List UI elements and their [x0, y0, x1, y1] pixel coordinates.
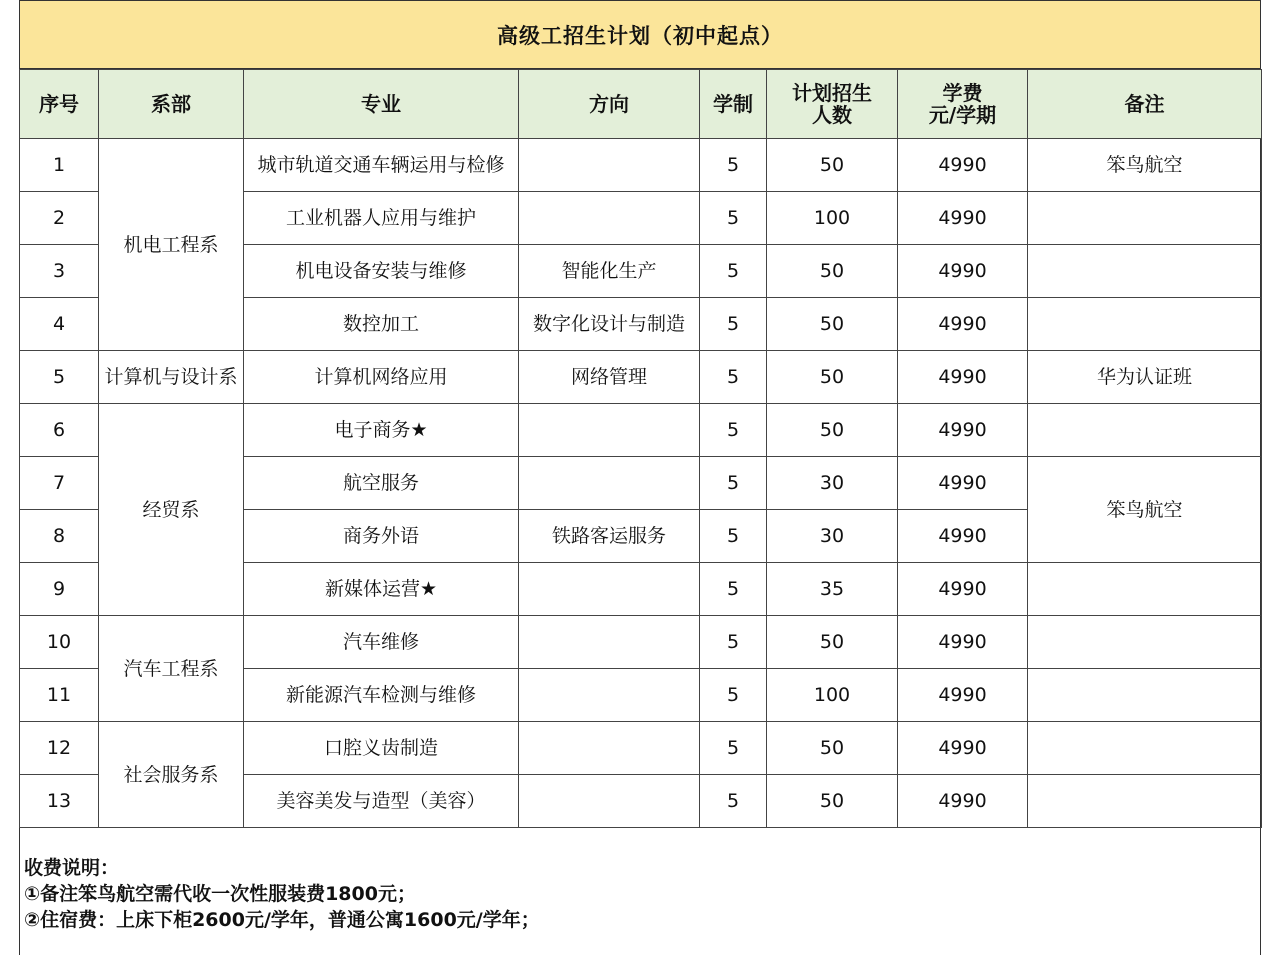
remark-cell [1028, 404, 1262, 457]
fee-cell: 4990 [898, 351, 1028, 404]
fee-cell: 4990 [898, 404, 1028, 457]
header-seq: 序号 [20, 70, 99, 139]
major-cell: 城市轨道交通车辆运用与检修 [244, 139, 519, 192]
seq-cell: 5 [20, 351, 99, 404]
plan-cell: 30 [767, 457, 898, 510]
header-dept: 系部 [99, 70, 244, 139]
fee-cell: 4990 [898, 245, 1028, 298]
direction-cell [519, 192, 700, 245]
years-cell: 5 [700, 139, 767, 192]
fee-cell: 4990 [898, 192, 1028, 245]
dept-cell: 机电工程系 [99, 139, 244, 351]
years-cell: 5 [700, 192, 767, 245]
plan-cell: 50 [767, 139, 898, 192]
direction-cell [519, 457, 700, 510]
header-row [20, 70, 1262, 139]
remark-cell [1028, 563, 1262, 616]
fee-cell: 4990 [898, 669, 1028, 722]
years-cell: 5 [700, 616, 767, 669]
major-cell: 机电设备安装与维修 [244, 245, 519, 298]
fee-note-1: ①备注笨鸟航空需代收一次性服装费1800元； [24, 883, 416, 905]
years-cell: 5 [700, 351, 767, 404]
fee-cell: 4990 [898, 722, 1028, 775]
major-cell: 计算机网络应用 [244, 351, 519, 404]
table-row [20, 616, 1262, 669]
major-cell: 口腔义齿制造 [244, 722, 519, 775]
plan-cell: 50 [767, 298, 898, 351]
seq-cell: 4 [20, 298, 99, 351]
major-cell: 航空服务 [244, 457, 519, 510]
direction-cell [519, 722, 700, 775]
major-cell: 新能源汽车检测与维修 [244, 669, 519, 722]
seq-cell: 9 [20, 563, 99, 616]
header-fee-line2: 元/学期 [928, 103, 997, 127]
years-cell: 5 [700, 563, 767, 616]
seq-cell: 1 [20, 139, 99, 192]
direction-cell [519, 404, 700, 457]
years-cell: 5 [700, 245, 767, 298]
seq-cell: 13 [20, 775, 99, 828]
header-plan-line1: 计划招生 [792, 81, 872, 105]
direction-cell [519, 563, 700, 616]
direction-cell [519, 616, 700, 669]
years-cell: 5 [700, 510, 767, 563]
years-cell: 5 [700, 404, 767, 457]
header-fee-line1: 学费 [942, 81, 983, 105]
remark-cell [1028, 616, 1262, 669]
plan-cell: 50 [767, 775, 898, 828]
seq-cell: 7 [20, 457, 99, 510]
fee-notes [24, 855, 540, 933]
header-direction: 方向 [519, 70, 700, 139]
plan-cell: 30 [767, 510, 898, 563]
seq-cell: 11 [20, 669, 99, 722]
header-remark: 备注 [1028, 70, 1262, 139]
dept-cell: 社会服务系 [99, 722, 244, 828]
remark-cell: 笨鸟航空 [1028, 457, 1262, 563]
seq-cell: 2 [20, 192, 99, 245]
remark-cell [1028, 775, 1262, 828]
major-cell: 美容美发与造型（美容） [244, 775, 519, 828]
table-row [20, 139, 1262, 192]
plan-cell: 35 [767, 563, 898, 616]
fee-note-2: ②住宿费：上床下柜2600元/学年，普通公寓1600元/学年； [24, 909, 540, 931]
remark-cell: 笨鸟航空 [1028, 139, 1262, 192]
major-cell: 新媒体运营★ [244, 563, 519, 616]
enrollment-plan-table [19, 69, 1262, 828]
fee-cell: 4990 [898, 510, 1028, 563]
remark-cell: 华为认证班 [1028, 351, 1262, 404]
direction-cell [519, 775, 700, 828]
major-cell: 汽车维修 [244, 616, 519, 669]
years-cell: 5 [700, 669, 767, 722]
table-row [20, 722, 1262, 775]
header-fee [898, 70, 1028, 139]
header-plan-line2: 人数 [812, 103, 852, 127]
plan-cell: 50 [767, 722, 898, 775]
plan-cell: 50 [767, 245, 898, 298]
dept-cell: 计算机与设计系 [99, 351, 244, 404]
years-cell: 5 [700, 775, 767, 828]
seq-cell: 10 [20, 616, 99, 669]
dept-cell: 经贸系 [99, 404, 244, 616]
seq-cell: 6 [20, 404, 99, 457]
plan-cell: 100 [767, 192, 898, 245]
remark-cell [1028, 192, 1262, 245]
direction-cell: 铁路客运服务 [519, 510, 700, 563]
table-title: 高级工招生计划（初中起点） [19, 0, 1261, 69]
major-cell: 数控加工 [244, 298, 519, 351]
remark-cell [1028, 722, 1262, 775]
table-row [20, 404, 1262, 457]
dept-cell: 汽车工程系 [99, 616, 244, 722]
years-cell: 5 [700, 457, 767, 510]
plan-cell: 50 [767, 404, 898, 457]
header-major: 专业 [244, 70, 519, 139]
fee-notes-heading: 收费说明： [24, 857, 120, 879]
major-cell: 电子商务★ [244, 404, 519, 457]
header-plan [767, 70, 898, 139]
fee-cell: 4990 [898, 563, 1028, 616]
table-row [20, 351, 1262, 404]
header-years: 学制 [700, 70, 767, 139]
seq-cell: 12 [20, 722, 99, 775]
major-cell: 工业机器人应用与维护 [244, 192, 519, 245]
fee-cell: 4990 [898, 775, 1028, 828]
direction-cell: 数字化设计与制造 [519, 298, 700, 351]
seq-cell: 3 [20, 245, 99, 298]
fee-cell: 4990 [898, 457, 1028, 510]
remark-cell [1028, 298, 1262, 351]
fee-cell: 4990 [898, 616, 1028, 669]
seq-cell: 8 [20, 510, 99, 563]
remark-cell [1028, 245, 1262, 298]
direction-cell: 智能化生产 [519, 245, 700, 298]
plan-cell: 50 [767, 351, 898, 404]
direction-cell: 网络管理 [519, 351, 700, 404]
plan-cell: 100 [767, 669, 898, 722]
fee-cell: 4990 [898, 298, 1028, 351]
major-cell: 商务外语 [244, 510, 519, 563]
remark-cell [1028, 669, 1262, 722]
years-cell: 5 [700, 722, 767, 775]
plan-cell: 50 [767, 616, 898, 669]
years-cell: 5 [700, 298, 767, 351]
fee-cell: 4990 [898, 139, 1028, 192]
direction-cell [519, 669, 700, 722]
direction-cell [519, 139, 700, 192]
